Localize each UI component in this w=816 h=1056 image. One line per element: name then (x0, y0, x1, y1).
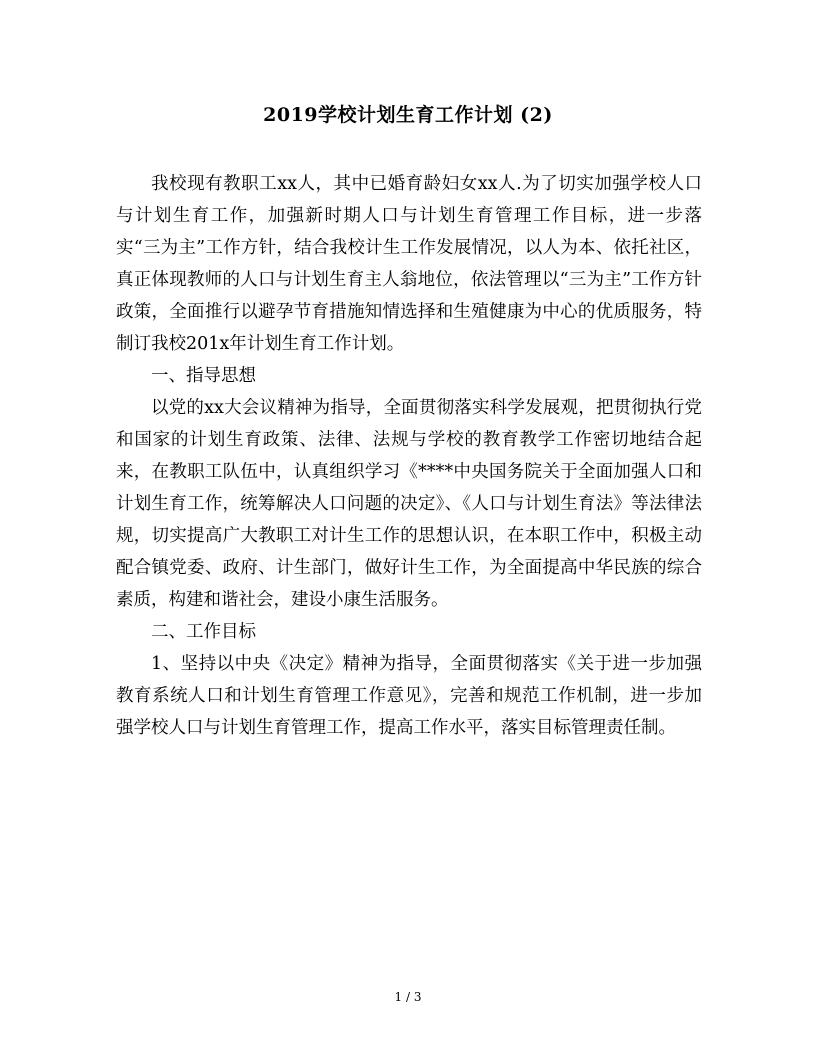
intro-paragraph: 我校现有教职工xx人，其中已婚育龄妇女xx人.为了切实加强学校人口与计划生育工作，加强新时期人口与计划生育管理工作目标，进一步落实“三为主”工作方针，结合我校计生工作发展情况，以人为本、依托社区，真正体现教师的人口与计划生育主人翁地位，依法管理以“三为主”工作方针政策，全面推行以避孕节育措施知情选择和生殖健康为中心的优质服务，特制订我校201x年计划生育工作计划。 (116, 174, 702, 354)
document-body (116, 168, 702, 744)
work-goal-item-1: 1、坚持以中央《决定》精神为指导，全面贯彻落实《关于进一步加强教育系统人口和计划生育管理工作意见》，完善和规范工作机制，进一步加强学校人口与计划生育管理工作，提高工作水平，落实目标管理责任制。 (116, 654, 702, 738)
section-heading-work-goals: 二、工作目标 (151, 622, 256, 642)
page-number: 1 / 3 (394, 990, 422, 1004)
document-title: 2019学校计划生育工作计划 (2) (263, 104, 553, 126)
section-heading-guiding-ideology: 一、指导思想 (151, 366, 256, 386)
guiding-ideology-paragraph: 以党的xx大会议精神为指导，全面贯彻落实科学发展观，把贯彻执行党和国家的计划生育政策、法律、法规与学校的教育教学工作密切地结合起来，在教职工队伍中，认真组织学习《****中央国务院关于全面加强人口和计划生育工作，统筹解决人口问题的决定》、《人口与计划生育法》等法律法规，切实提高广大教职工对计生工作的思想认识，在本职工作中，积极主动配合镇党委、政府、计生部门，做好计生工作，为全面提高中华民族的综合素质，构建和谐社会，建设小康生活服务。 (116, 398, 702, 610)
